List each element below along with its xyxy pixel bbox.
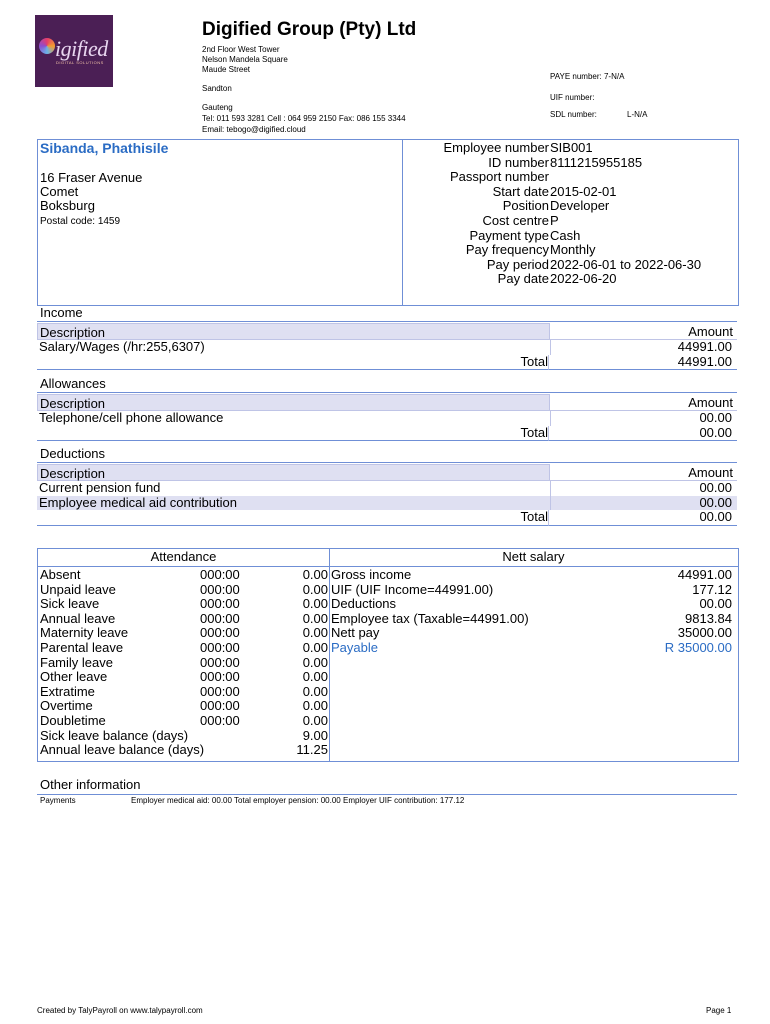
other-info-line — [37, 794, 737, 795]
attendance-time: 000:00 — [200, 654, 240, 670]
attendance-label: Parental leave — [40, 639, 124, 655]
income-item-amount: 44991.00 — [677, 339, 732, 354]
nett-row — [330, 626, 732, 641]
attendance-value: 0.00 — [302, 596, 328, 612]
attendance-title: Attendance — [150, 549, 217, 564]
employee-field-label: Cost centre — [482, 212, 549, 228]
income-amount-header: Amount — [550, 323, 737, 340]
attendance-value: 0.00 — [302, 567, 328, 582]
deductions-item-row — [37, 481, 737, 496]
attendance-row — [40, 714, 328, 729]
attendance-time: 000:00 — [200, 683, 240, 699]
attendance-time — [200, 729, 260, 744]
nett-label: UIF (UIF Income=44991.00) — [331, 581, 494, 597]
attendance-label: Absent — [40, 567, 81, 582]
deductions-desc-header: Description — [37, 464, 550, 481]
nett-row — [330, 612, 732, 627]
income-title: Income — [37, 306, 737, 322]
allowances-desc-header: Description — [37, 394, 550, 411]
sdl-value: L-N/A — [627, 110, 648, 119]
nett-value: 35000.00 — [677, 625, 732, 641]
employee-field-row — [405, 243, 735, 258]
nett-value: 00.00 — [699, 596, 732, 612]
employee-postal: Postal code: 1459 — [40, 216, 121, 227]
company-address-2: Nelson Mandela Square — [202, 55, 288, 64]
logo-text: igified — [55, 36, 108, 61]
attendance-label: Family leave — [40, 654, 113, 670]
income-header — [37, 323, 737, 340]
nett-value: 9813.84 — [685, 610, 732, 626]
employee-field-row — [405, 185, 735, 200]
allowances-total-row — [37, 426, 737, 442]
footer-created-by: Created by TalyPayroll on www.talypayroll.com — [37, 1006, 203, 1015]
allowances-title: Allowances — [37, 377, 737, 393]
employee-field-value: 8111215955185 — [550, 154, 643, 170]
attendance-row — [40, 656, 328, 671]
employee-fields — [405, 141, 735, 287]
employee-name: Sibanda, Phathisile — [40, 140, 169, 156]
employee-field-label: Pay frequency — [465, 242, 549, 258]
attendance-row — [40, 597, 328, 612]
attendance-label: Overtime — [40, 698, 93, 714]
deductions-item-desc: Current pension fund — [37, 481, 551, 496]
attendance-time: 000:00 — [200, 581, 240, 597]
attendance-label: Sick leave balance (days) — [40, 727, 189, 743]
deductions-item-amount: 00.00 — [699, 494, 732, 510]
attendance-label: Doubletime — [40, 712, 106, 728]
nett-label: Employee tax (Taxable=44991.00) — [331, 610, 529, 626]
employee-field-row — [405, 258, 735, 273]
attendance-rows — [40, 568, 328, 758]
attendance-label: Annual leave balance (days) — [40, 742, 205, 758]
attendance-value: 11.25 — [296, 742, 328, 758]
attendance-row — [40, 641, 328, 656]
employee-field-value: Monthly — [550, 242, 596, 258]
attendance-row — [40, 626, 328, 641]
employee-address-2: Comet — [40, 184, 79, 199]
employee-field-label: Pay date — [497, 271, 549, 287]
nett-row — [330, 583, 732, 598]
payable-label: Payable — [331, 639, 378, 655]
deductions-total-label: Total — [37, 510, 548, 526]
payable-row — [330, 641, 732, 656]
employee-field-label: Position — [502, 198, 549, 214]
employee-field-row — [405, 156, 735, 171]
attendance-row — [40, 670, 328, 685]
attendance-row — [40, 699, 328, 714]
income-total-row — [37, 355, 737, 371]
footer-page-number: Page 1 — [706, 1006, 732, 1015]
allowances-item-row — [37, 411, 737, 426]
employee-divider — [402, 140, 403, 305]
employee-field-label: Passport number — [450, 169, 549, 185]
employee-address-1: 16 Fraser Avenue — [40, 170, 143, 185]
attendance-value: 9.00 — [302, 727, 328, 743]
employee-field-label: ID number — [488, 154, 549, 170]
nett-row — [330, 568, 732, 583]
attendance-row — [40, 743, 328, 758]
attendance-row — [40, 583, 328, 598]
attendance-label: Extratime — [40, 683, 95, 699]
company-address-5: Gauteng — [202, 103, 233, 112]
allowances-item-amount: 00.00 — [699, 410, 732, 425]
nett-value: 177.12 — [692, 581, 732, 597]
deductions-item-desc: Employee medical aid contribution — [37, 496, 551, 511]
paye-number: PAYE number: 7-N/A — [550, 72, 625, 81]
attendance-time: 000:00 — [200, 596, 240, 612]
deductions-header — [37, 464, 737, 481]
other-info-title: Other information — [40, 777, 141, 792]
other-info-text: Employer medical aid: 00.00 Total employer pension: 00.00 Employer UIF contribution: 177.12 — [131, 796, 465, 805]
attendance-value: 0.00 — [302, 683, 328, 699]
employee-field-label: Employee number — [443, 140, 549, 155]
allowances-total-value: 00.00 — [548, 426, 737, 442]
employee-field-value: SIB001 — [550, 140, 593, 155]
attendance-label: Sick leave — [40, 596, 100, 612]
logo-subtext: DIGITAL SOLUTIONS — [56, 60, 104, 65]
attendance-time: 000:00 — [200, 712, 240, 728]
attendance-value: 0.00 — [302, 712, 328, 728]
employee-field-value: 2022-06-01 to 2022-06-30 — [550, 256, 702, 272]
employee-field-value: 2015-02-01 — [550, 183, 617, 199]
allowances-header — [37, 394, 737, 411]
company-address-1: 2nd Floor West Tower — [202, 45, 280, 54]
employee-field-value: Cash — [550, 227, 581, 243]
attendance-value: 0.00 — [302, 625, 328, 641]
employee-field-value — [549, 170, 550, 185]
attendance-label: Maternity leave — [40, 625, 129, 641]
employee-field-row — [405, 199, 735, 214]
attendance-row — [40, 568, 328, 583]
attendance-row — [40, 729, 328, 744]
income-section — [37, 306, 737, 370]
attendance-value: 0.00 — [302, 698, 328, 714]
income-total-label: Total — [37, 355, 548, 371]
attendance-time: 000:00 — [200, 567, 240, 582]
attendance-value: 0.00 — [302, 639, 328, 655]
company-name: Digified Group (Pty) Ltd — [202, 19, 417, 40]
attendance-row — [40, 612, 328, 627]
nett-label: Nett pay — [331, 625, 380, 641]
attendance-value: 0.00 — [302, 610, 328, 626]
income-desc-header: Description — [37, 323, 550, 340]
income-total-value: 44991.00 — [548, 355, 737, 371]
attendance-time — [200, 743, 260, 758]
income-item-row — [37, 340, 737, 355]
deductions-total-row — [37, 510, 737, 526]
attendance-label: Other leave — [40, 669, 108, 685]
nett-label: Gross income — [331, 567, 412, 582]
company-email: Email: tebogo@digified.cloud — [202, 125, 306, 134]
attendance-time: 000:00 — [200, 669, 240, 685]
allowances-item-desc: Telephone/cell phone allowance — [37, 411, 551, 426]
logo-ring-icon — [39, 38, 55, 54]
company-address-3: Maude Street — [202, 65, 251, 74]
attendance-label: Annual leave — [40, 610, 116, 626]
attendance-label: Unpaid leave — [40, 581, 116, 597]
deductions-section — [37, 447, 737, 526]
deductions-item-row — [37, 496, 737, 511]
deductions-total-value: 00.00 — [548, 510, 737, 526]
deductions-amount-header: Amount — [550, 464, 737, 481]
nett-row — [330, 597, 732, 612]
employee-field-label: Start date — [492, 183, 549, 199]
nett-salary-title: Nett salary — [502, 549, 565, 564]
employee-field-row — [405, 170, 735, 185]
other-info-label: Payments — [40, 796, 76, 805]
employee-field-value: 2022-06-20 — [550, 271, 617, 287]
attendance-time: 000:00 — [200, 698, 240, 714]
attendance-row — [40, 685, 328, 700]
attendance-time: 000:00 — [200, 610, 240, 626]
allowances-section — [37, 377, 737, 441]
employee-field-row — [405, 229, 735, 244]
employee-field-label: Payment type — [469, 227, 549, 243]
deductions-title: Deductions — [37, 447, 737, 463]
employee-field-row — [405, 272, 735, 287]
deductions-item-amount: 00.00 — [699, 480, 732, 495]
attendance-time: 000:00 — [200, 625, 240, 641]
attendance-value: 0.00 — [302, 654, 328, 670]
employee-field-value: Developer — [550, 198, 610, 214]
company-address-4: Sandton — [202, 84, 232, 93]
allowances-total-label: Total — [37, 426, 548, 442]
allowances-amount-header: Amount — [550, 394, 737, 411]
employee-field-value: P — [550, 212, 559, 228]
employee-field-row — [405, 214, 735, 229]
employee-field-row — [405, 141, 735, 156]
income-item-desc: Salary/Wages (/hr:255,6307) — [37, 340, 551, 355]
employee-field-label: Pay period — [486, 256, 549, 272]
nett-salary-rows — [330, 568, 732, 656]
uif-number: UIF number: — [550, 93, 595, 102]
attendance-time: 000:00 — [200, 639, 240, 655]
company-contact: Tel: 011 593 3281 Cell : 064 959 2150 Fax: 086 155 3344 — [202, 114, 406, 123]
nett-value: 44991.00 — [677, 567, 732, 582]
attendance-value: 0.00 — [302, 669, 328, 685]
sdl-label: SDL number: — [550, 110, 597, 119]
payable-value: R 35000.00 — [664, 639, 732, 655]
employee-address-3: Boksburg — [40, 198, 95, 213]
attendance-value: 0.00 — [302, 581, 328, 597]
nett-label: Deductions — [331, 596, 397, 612]
